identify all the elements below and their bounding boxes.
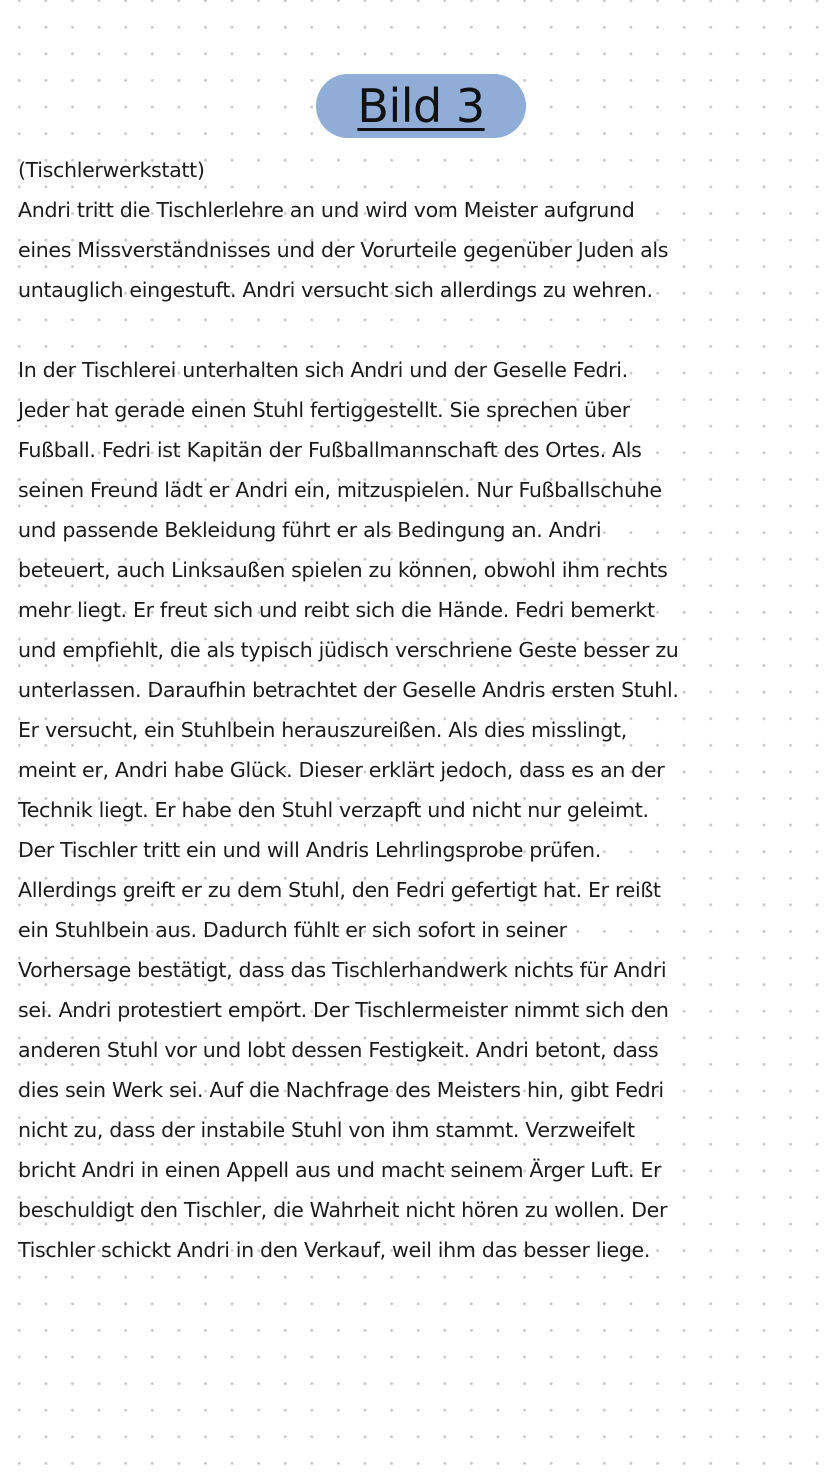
page-title: Bild 3 bbox=[357, 79, 485, 133]
summary-paragraph-main: In der Tischlerei unterhalten sich Andri und der Geselle Fedri. Jeder hat gerade einen Stuhl fertiggestellt. Sie sprechen über Fußball. Fedri ist Kapitän der Fußballmannschaft des Ortes. Als seinen Freund lädt er Andri ein, mitzuspielen. Nur Fußballschuhe und passende Bekleidung führt er als Bedingung an. Andri beteuert, auch Linksaußen spielen zu können, obwohl ihm rechts mehr liegt. Er freut sich und reibt sich die Hände. Fedri bemerkt und empfiehlt, die als typisch jüdisch verschriene Geste besser zu unterlassen. Daraufhin betrachtet der Geselle Andris ersten Stuhl. Er versucht, ein Stuhlbein herauszureißen. Als dies misslingt, meint er, Andri habe Glück. Dieser erklärt jedoch, dass es an der Technik liegt. Er habe den Stuhl verzapft und nicht nur geleimt. Der Tischler tritt ein und will Andris Lehrlingsprobe prüfen. Allerdings greift er zu dem Stuhl, den Fedri gefertigt hat. Er reißt ein Stuhlbein aus. Dadurch fühlt er sich sofort in seiner Vorhersage bestätigt, dass das Tischlerhandwerk nichts für Andri sei. Andri protestiert empört. Der Tischlermeister nimmt sich den anderen Stuhl vor und lobt dessen Festigkeit. Andri betont, dass dies sein Werk sei. Auf die Nachfrage des Meisters hin, gibt Fedri nicht zu, dass der instabile Stuhl von ihm stammt. Verzweifelt bricht Andri in einen Appell aus und macht seinem Ärger Luft. Er beschuldigt den Tischler, die Wahrheit nicht hören zu wollen. Der Tischler schickt Andri in den Verkauf, weil ihm das besser liege. bbox=[18, 358, 679, 1262]
title-highlight bbox=[316, 74, 526, 138]
scene-subtitle: (Tischlerwerkstatt) bbox=[18, 158, 205, 182]
summary-paragraph-intro: Andri tritt die Tischlerlehre an und wird vom Meister aufgrund eines Missverständnisses und der Vorurteile gegenüber Juden als untauglich eingestuft. Andri versucht sich allerdings zu wehren. bbox=[18, 198, 669, 302]
